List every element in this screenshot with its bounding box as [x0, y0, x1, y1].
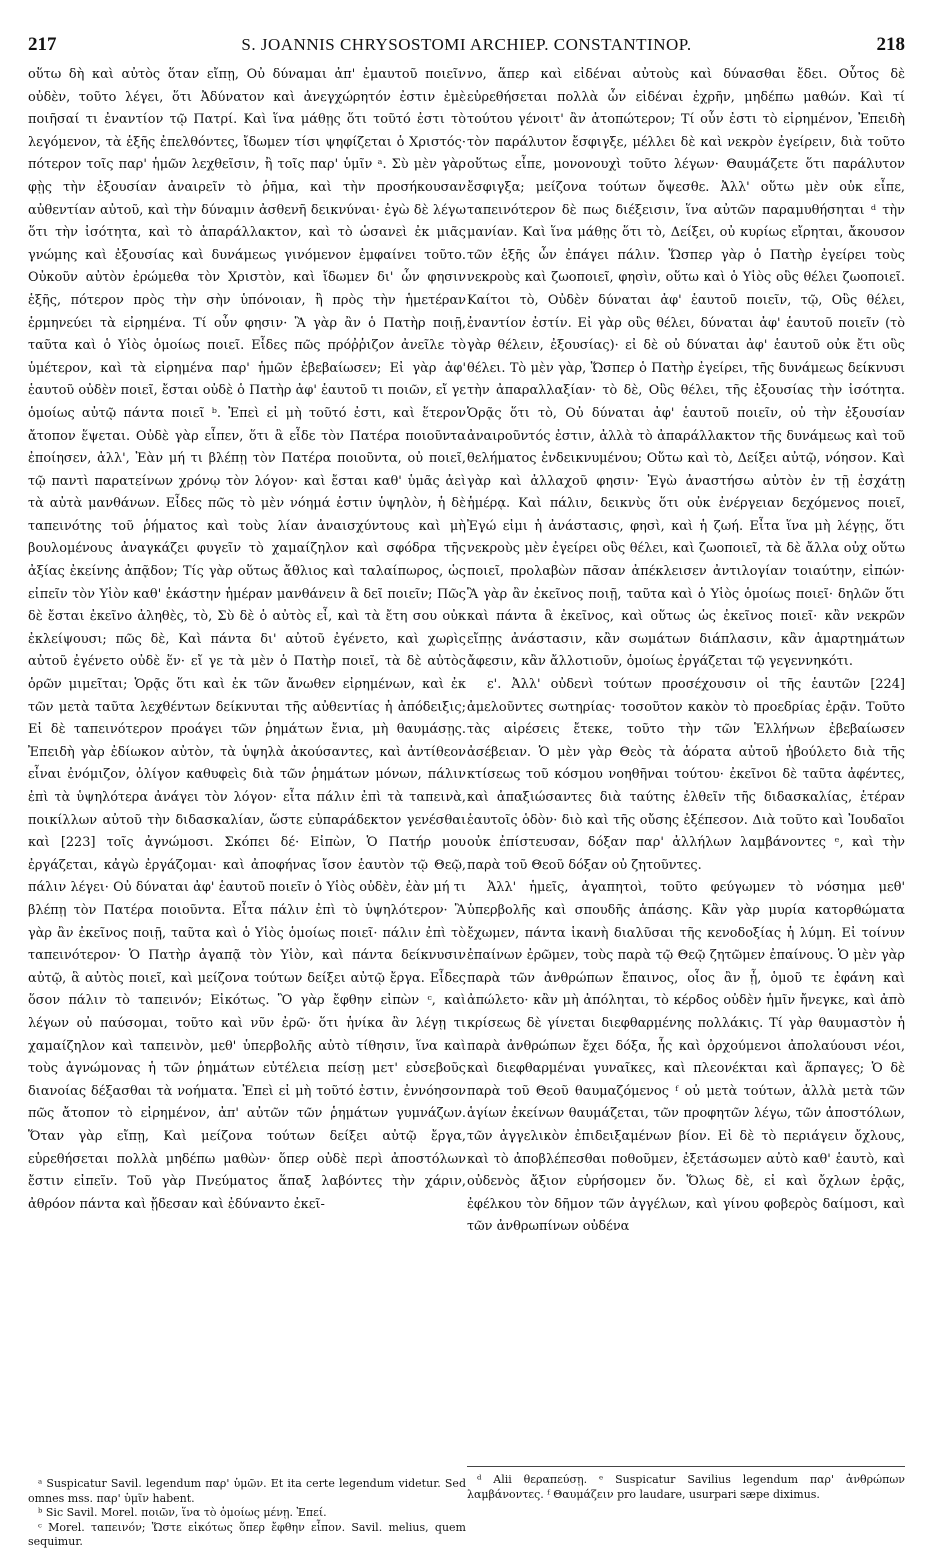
text-paragraph: νο, ἅπερ καὶ εἰδέναι αὐτοὺς καὶ δύνασθαι ἔδει. Οὗτος δὲ εὑρεθήσεται πολλὰ ὧν εἰδέναι ἐχρῆν, μηδέπω μαθών. Καὶ τί τούτου γένοιτ' ἂν ἀτοπώτερον; Τί οὖν ἐστι τὸ εἰρημένον, Ἐπειδὴ τὸν παράλυτον ἔσφιγξε, μέλλει δὲ καὶ νεκρὸν ἐγείρειν, διὰ τοῦτο οὕτως εἶπε, μονονουχὶ τοῦτο λέγων· Θαυμάζετε ὅτι παράλυτον ἔσφιγξα; μείζονα τούτων ὄψεσθε. Ἀλλ' οὕτω μὲν οὐκ εἶπε, ταπεινότερον δὲ πως διέξεισιν, ἵνα αὐτῶν παραμυθήσηται ᵈ τὴν μανίαν. Καὶ ἵνα μάθῃς ὅτι τὸ, Δείξει, οὐ κυρίως εἴρηται, ἄκουσον τῶν ἑξῆς ὧν ἐπάγει πάλιν. Ὥσπερ γὰρ ὁ Πατὴρ ἐγείρει τοὺς νεκροὺς καὶ ζωοποιεῖ, φησὶν, οὕτω καὶ ὁ Υἱὸς οὓς θέλει ζωοποιεῖ. Καίτοι τὸ, Οὐδὲν δύναται ἀφ' ἑαυτοῦ ποιεῖν, τῷ, Οὓς θέλει, ἐναντίον ἐστίν. Εἰ γὰρ οὓς θέλει, δύναται ἀφ' ἑαυτοῦ ποιεῖν (τὸ γὰρ θέλειν, ἐξουσίας)· εἰ δὲ οὐ δύναται ἀφ' ἑαυτοῦ οὐκ ἔτι οὓς θέλει. Τὸ μὲν γὰρ, Ὥσπερ ὁ Πατὴρ ἐγείρει, τῆς δυνάμεως δείκνυσι τὴν ἀπαραλλαξίαν· τὸ δὲ, Οὓς θέλει, τῆς ἐξουσίας τὴν ἰσότητα. Ὁρᾷς ὅτι τὸ, Οὐ δύναται ἀφ' ἑαυτοῦ ποιεῖν, οὐ τὴν ἐξουσίαν ἀναιροῦντός ἐστιν, ἀλλὰ τὸ ἀπαράλλακτον τῆς δυνάμεως καὶ τοῦ θελήματος ἐνδεικνυμένου; Οὕτω καὶ τὸ, Δείξει αὐτῷ, νόησον. Καὶ γὰρ καὶ ἀλλαχοῦ φησιν· Ἐγὼ ἀναστήσω αὐτὸν ἐν τῇ ἐσχάτῃ ἡμέρᾳ. Καὶ πάλιν, δεικνὺς ὅτι οὐκ ἐνέργειαν δεχόμενος ποιεῖ, Ἐγώ εἰμι ἡ ἀνάστασις, φησὶ, καὶ ἡ ζωή. Εἶτα ἵνα μὴ λέγῃς, ὅτι νεκροὺς μὲν ἐγείρει οὓς θέλει, καὶ ζωοποιεῖ, τὰ δὲ ἄλλα οὐχ οὕτω ποιεῖ, προλαβὼν πᾶσαν ἀπέκλεισεν ἀντιλογίαν τοιαύτην, εἰπών· Ἃ γὰρ ἂν ἐκεῖνος ποιῇ, ταῦτα καὶ ὁ Υἱὸς ὁμοίως ποιεῖ· δηλῶν ὅτι καὶ πάντα ἃ ἐκεῖνος, καὶ οὕτως ὡς ἐκεῖνος ποιεῖ· κἂν νεκρῶν εἴπῃς ἀνάστασιν, κἂν σωμάτων διάπλασιν, κἂν ἁμαρτημάτων ἄφεσιν, κἂν ἄλλοτιοῦν, ὁμοίως ἐργάζεται τῷ γεγεννηκότι.: [467, 67, 905, 670]
right-footnotes: [467, 1466, 905, 1502]
text-paragraph: Ἀλλ' ἡμεῖς, ἀγαπητοὶ, τοῦτο φεύγωμεν τὸ νόσημα μεθ' ὑπερβολῆς καὶ σπουδῆς ἁπάσης. Κἂν γὰρ μυρία κατορθώματα ἔχωμεν, πάντα ἱκανὴ διαλῦσαι τῆς κενοδοξίας ἡ λύμη. Εἰ τοίνυν ἐπαίνων ἐρῶμεν, τοὺς παρὰ τῷ Θεῷ ζητῶμεν ἐπαίνους. Ὁ μὲν γὰρ παρὰ τῶν ἀνθρώπων ἔπαινος, οἷος ἂν ᾖ, ὁμοῦ τε ἐφάνη καὶ ἀπώλετο· κἂν μὴ ἀπόληται, τὸ κέρδος οὐδὲν ἡμῖν ἤνεγκε, καὶ ἀπὸ κρίσεως δὲ γίνεται διεφθαρμένης πολλάκις. Τί γὰρ θαυμαστὸν ἡ παρὰ ἀνθρώπων ἔχει δόξα, ἧς καὶ ὀρχούμενοι ἀπολαύουσι νέοι, καὶ διεφθαρμέναι γυναῖκες, καὶ πλεονέκται καὶ ἅρπαγες; Ὁ δὲ παρὰ τοῦ Θεοῦ θαυμαζόμενος ᶠ οὐ μετὰ τούτων, ἀλλὰ μετὰ τῶν ἁγίων ἐκείνων θαυμάζεται, τῶν προφητῶν λέγω, τῶν ἀποστόλων, τῶν ἀγγελικὸν ἐπιδειξαμένων βίον. Εἰ δὲ τὸ περιάγειν ὄχλους, καὶ τὸ ἀποβλέπεσθαι ποθοῦμεν, ἐξετάσωμεν αὐτὸ καθ' ἑαυτὸ, καὶ οὐδενὸς ἄξιον εὑρήσομεν ὄν. Ὅλως δὲ, εἰ καὶ ὄχλων ἐρᾷς, ἐφέλκου τὸν δῆμον τῶν ἀγγέλων, καὶ γίνου φοβερὸς δαίμοσι, καὶ τῶν ἀνθρωπίνων οὐδένα: [467, 880, 905, 1235]
section-paragraph: ε'. Ἀλλ' οὐδενὶ τούτων προσέχουσιν οἱ τῆς ἑαυτῶν [224] ἀμελοῦντες σωτηρίας· τοσοῦτον κακὸν τὸ προεδρίας ἐρᾷν. Τοῦτο τὰς αἱρέσεις ἔτεκε, τοῦτο τὴν τῶν Ἑλλήνων ἐβεβαίωσεν ἀσέβειαν. Ὁ μὲν γὰρ Θεὸς τὰ ἀόρατα αὐτοῦ ἠβούλετο διὰ τῆς κτίσεως τοῦ κόσμου νοηθῆναι τούτου· ἐκεῖνοι δὲ ταῦτα ἀφέντες, καὶ ἀπαξιώσαντες διὰ ταύτης ἐλθεῖν τῆς διδασκαλίας, ἑτέραν ἑαυτοῖς ὁδὸν· διὸ καὶ τῆς οὔσης ἐξέπεσον. Διὰ τοῦτο καὶ Ἰουδαῖοι οὐκ ἐπίστευσαν, δόξαν παρ' ἀλλήλων λαμβάνοντες ᵉ, καὶ τὴν παρὰ τοῦ Θεοῦ δόξαν οὐ ζητοῦντες.: [467, 677, 905, 873]
footnote: ᵈ Alii θεραπεύσῃ. ᵉ Suspicatur Savilius legendum παρ' ἀνθρώπων λαμβάνοντες. ᶠ Θαυμάζειν pro laudare, usurpari sæpe diximus.: [467, 1473, 905, 1501]
right-page-number: 218: [876, 34, 905, 55]
left-footnotes: [28, 1477, 466, 1550]
right-column-text: [467, 64, 905, 1454]
left-page-number: 217: [28, 34, 57, 55]
left-column-text: [28, 64, 466, 1477]
two-column-body: [28, 64, 905, 1550]
text-paragraph: οὕτω δὴ καὶ αὐτὸς ὅταν εἴπῃ, Οὐ δύναμαι ἀπ' ἐμαυτοῦ ποιεῖν οὐδὲν, τοῦτο λέγει, ὅτι Ἀδύνατον καὶ ἀνεγχώρητόν ἐστιν ἐμὲ ποιῆσαί τι ἐναντίον τῷ Πατρί. Καὶ ἵνα μάθῃς ὅτι τοῦτό ἐστι τὸ λεγόμενον, τὰ ἑξῆς ἐπελθόντες, ἴδωμεν τίσι ψηφίζεται ὁ Χριστός· πότερον τοῖς παρ' ἡμῶν λεχθεῖσιν, ἢ τοῖς παρ' ὑμῖν ᵃ. Σὺ μὲν γὰρ φῂς τὴν ἐξουσίαν ἀναιρεῖν τὸ ῥῆμα, καὶ τὴν προσήκουσαν αὐθεντίαν αὐτοῦ, καὶ τὴν δύναμιν ἀσθενῆ δεικνύναι· ἐγὼ δὲ λέγω ὅτι τὴν ἰσότητα, καὶ τὸ ἀπαράλλακτον, καὶ τὸ ὡσανεὶ ἐκ μιᾶς γνώμης καὶ ἐξουσίας καὶ δυνάμεως γινόμενον ἐμφαίνει τοῦτο. Οὐκοῦν αὐτὸν ἐρώμεθα τὸν Χριστὸν, καὶ ἴδωμεν δι' ὧν φησιν ἑξῆς, πότερον πρὸς τὴν σὴν ὑπόνοιαν, ἢ πρὸς τὴν ἡμετέραν ἑρμηνεύει τὰ εἰρημένα. Τί οὖν φησιν· Ἃ γὰρ ἂν ὁ Πατὴρ ποιῇ, ταῦτα καὶ ὁ Υἱὸς ὁμοίως ποιεῖ. Εἶδες πῶς πρόῤῥιζον ἀνεῖλε τὸ ὑμέτερον, καὶ τὰ εἰρημένα παρ' ἡμῶν ἐβεβαίωσεν; Εἰ γὰρ ἀφ' ἑαυτοῦ οὐδὲν ποιεῖ, ἔσται οὐδὲ ὁ Πατὴρ ἀφ' ἑαυτοῦ τι ποιῶν, εἴ γε ὁμοίως αὐτῷ πάντα ποιεῖ ᵇ. Ἐπεὶ εἰ μὴ τοῦτό ἐστι, καὶ ἕτερον ἄτοπον ἕψεται. Οὐδὲ γὰρ εἶπεν, ὅτι ἃ εἶδε τὸν Πατέρα ποιοῦντα ἐποίησεν, ἀλλ', Ἐὰν μή τι βλέπῃ τὸν Πατέρα ποιοῦντα, οὐ ποιεῖ, τῷ παντὶ παρατείνων χρόνῳ τὸν λόγον· καὶ ἔσται καθ' ὑμᾶς ἀεὶ τὰ αὐτὰ μανθάνων. Εἶδες πῶς τὸ μὲν νόημά ἐστιν ὑψηλὸν, ἡ δὲ ταπεινότης τοῦ ῥήματος καὶ τοὺς λίαν ἀναισχύντους καὶ μὴ βουλομένους ἀναγκάζει φυγεῖν τὸ χαμαίζηλον καὶ σφόδρα τῆς ἀξίας ἐκείνης ἀπᾷδον; Τίς γὰρ οὕτως ἄθλιος καὶ ταλαίπωρος, ὡς εἰπεῖν τὸν Υἱὸν καθ' ἑκάστην ἡμέραν μανθάνειν ἃ δεῖ ποιεῖν; Πῶς δὲ ἔσται ἐκεῖνο ἀληθὲς, τὸ, Σὺ δὲ ὁ αὐτὸς εἶ, καὶ τὰ ἔτη σου οὐκ ἐκλείψουσι; πῶς δὲ, Καὶ πάντα δι' αὐτοῦ ἐγένετο, καὶ χωρὶς αὐτοῦ ἐγένετο οὐδὲ ἕν· εἴ γε τὰ μὲν ὁ Πατὴρ ποιεῖ, τὰ δὲ αὐτὸς ὁρῶν μιμεῖται; Ὁρᾷς ὅτι καὶ ἐκ τῶν ἄνωθεν εἰρημένων, καὶ ἐκ τῶν μετὰ ταῦτα λεχθέντων δείκνυται τῆς αὐθεντίας ἡ ἀπόδειξις; Εἰ δὲ ταπεινότερον προάγει τῶν ῥημάτων ἔνια, μὴ θαυμάσῃς. Ἐπειδὴ γὰρ ἐδίωκον αὐτὸν, τὰ ὑψηλὰ ἀκούσαντες, καὶ ἀντίθεον εἶναι ἐνόμιζον, ὀλίγον καθυφεὶς διὰ τῶν ῥημάτων μόνων, πάλιν ἐπὶ τὰ ὑψηλότερα ἀνάγει τὸν λόγον· εἶτα πάλιν ἐπὶ τὰ ταπεινὰ, ποικίλλων αὐτοῦ τὴν διδασκαλίαν, ὥστε εὐπαράδεκτον γενέσθαι καὶ [223] τοῖς ἀγνώμοσι. Σκόπει δέ· Εἰπὼν, Ὁ Πατήρ μου ἐργάζεται, κἀγὼ ἐργάζομαι· καὶ ἀποφήνας ἴσον ἑαυτὸν τῷ Θεῷ, πάλιν λέγει· Οὐ δύναται ἀφ' ἑαυτοῦ ποιεῖν ὁ Υἱὸς οὐδὲν, ἐὰν μή τι βλέπῃ τὸν Πατέρα ποιοῦντα. Εἶτα πάλιν ἐπὶ τὸ ὑψηλότερον· Ἃ γὰρ ἂν ἐκεῖνος ποιῇ, ταῦτα καὶ ὁ Υἱὸς ὁμοίως ποιεῖ· πάλιν ἐπὶ τὸ ταπεινότερον· Ὁ Πατὴρ ἀγαπᾷ τὸν Υἱὸν, καὶ πάντα δείκνυσιν αὐτῷ, ἃ αὐτὸς ποιεῖ, καὶ μείζονα τούτων δείξει αὐτῷ ἔργα. Εἶδες ὅσον πάλιν τὸ ταπεινόν; Εἰκότως. Ὃ γὰρ ἔφθην εἰπὼν ᶜ, καὶ λέγων οὐ παύσομαι, τοῦτο καὶ νῦν ἐρῶ· ὅτι ἡνίκα ἂν λέγῃ τι χαμαίζηλον καὶ ταπεινὸν, μεθ' ὑπερβολῆς αὐτὸ τίθησιν, ἵνα καὶ τοὺς ἀγνώμονας ἡ τῶν ῥημάτων εὐτέλεια πείσῃ μετ' εὐσεβοῦς διανοίας δέξασθαι τὰ νοήματα. Ἐπεὶ εἰ μὴ τοῦτό ἐστιν, ἐννόησον πῶς ἄτοπον τὸ εἰρημένον, ἀπ' αὐτῶν τῶν ῥημάτων γυμνάζων. Ὅταν γὰρ εἴπῃ, Καὶ μείζονα τούτων δείξει αὐτῷ ἔργα, εὑρεθήσεται πολλὰ μηδέπω μαθὼν· ὅπερ οὐδὲ περὶ ἀποστόλων ἔστιν εἰπεῖν. Τοῦ γὰρ Πνεύματος ἅπαξ λαβόντες τὴν χάριν, ἀθρόον πάντα καὶ ᾔδεσαν καὶ ἐδύναντο ἐκεῖ-: [28, 67, 466, 1212]
left-column: [28, 64, 466, 1550]
running-title: S. JOANNIS CHRYSOSTOMI ARCHIEP. CONSTANTINOP.: [241, 35, 692, 54]
footnote: ᶜ Morel. ταπεινόν; Ὥστε εἰκότως ὅπερ ἔφθην εἶπον. Savil. melius, quem sequimur.: [28, 1520, 466, 1548]
footnote: ᵃ Suspicatur Savil. legendum παρ' ὑμῶν. Et ita certe legendum videtur. Sed omnes mss. παρ' ὑμῖν habent.: [28, 1477, 466, 1505]
footnote: ᵇ Sic Savil. Morel. ποιῶν, ἵνα τὸ ὁμοίως μένῃ. Ἐπεί.: [38, 1506, 327, 1519]
page-header: [28, 34, 905, 64]
right-column: [467, 64, 905, 1550]
